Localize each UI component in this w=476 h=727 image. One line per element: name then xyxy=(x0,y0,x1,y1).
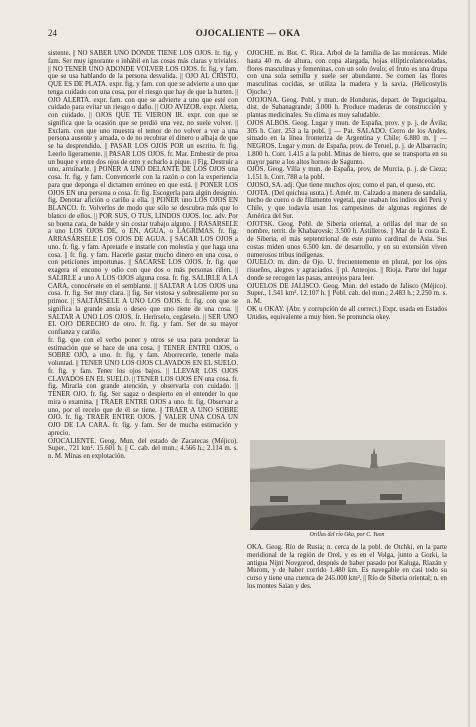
entry-ojo-continued-2: fr. fig. que con el verbo poner y otros se usa para ponderar la estimación que se hace de una cosa. || TENER ENTRE OJOS, o SOBRE OJO, a uno. fr. fig. y fam. Aborrecerle, tenerle mala voluntad. || TENER UNO LOS OJOS CLAVADOS EN EL SUELO. fr. fig. y fam. Tener los ojos bajos. || LLEVAR LOS OJOS CLAVADOS EN EL SUELO. || TENER LOS OJOS EN una cosa. fr. fig. Mirarla con grande atención, y observarla con cuidado. || TENER OJO. fr. fig. Ser sagaz o despierto en el entender lo que mira o examina. || TRAER ENTRE OJOS a uno. fr. fig. Observar a uno, por el recelo que de él se tiene. || TRAER A UNO SOBRE OJO. fr. fig. TRAER ENTRE OJOS. || VALER UNA COSA UN OJO DE LA CARA. fr. fig. y fam. Ser de mucha estimación y aprecio. xyxy=(48,336,238,437)
entry-ojo-continued: sistente. || NO SABER UNO DÓNDE TIENE LOS OJOS. fr. fig. y fam. Ser muy ignorante o inhábil en las cosas más claras y triviales. || NO TENER UNO ADONDE VOLVER LOS OJOS. fr. fig. y fam. que se usa hablando de la persona desvalida. || OJO AL CRISTO, QUE ES DE PLATA. expr. fig. y fam. con que se advierte a uno que tenga cuidado con una cosa, por el riesgo que hay de que la hurten. || OJO ALERTA. expr. fam. con que se advierte a uno que esté con cuidado para evitar un riesgo o daño. || OJO AVIZOR. expr. Alerta, con cuidado. || OJOS QUE TE VIERON IR. expr. con que se significa que la ocasión que se perdió una vez, no suele volver. || Exclam. con que uno muestra el temor de no volver a ver a una persona ausente y amada, o de no recobrar el dinero o alhaja de que se ha desprendido. || PASAR LOS OJOS POR un escrito. fr. fig. Leerlo ligeramente. || PASAR LOS OJOS. fr. Mar. Embestir de proa un buque y entre dos ojos de otro y echarlo a pique. || Fig. Destruir a uno, arruinarle. || PONER A UNO DELANTE DE LOS OJOS una cosa. fr. fig. y fam. Convencerle con la razón o con la experiencia para que deponga el dictamen erróneo en que está. || PONER LOS OJOS EN una persona o cosa. fr. fig. Escogerla para algún designio. fig. Denotar afición o cariño a ella. || PONER uno LOS OJOS EN BLANCO. fr. Volverlos de modo que sólo se descubra más que lo blanco de ellos. || POR SUS, O TUS, LINDOS OJOS. loc. adv. Por su buena cara, de balde y sin costar trabajo alguno. || RASARSELE a uno LOS OJOS DE, o EN, AGUA, o LÁGRIMAS. fr. fig. ARRASÁRSELE LOS OJOS DE AGUA. || SACAR LOS OJOS a uno. fr. fig. y fam. Apretarle e instarle con molestia y que haga una cosa. || fr. fig. y fam. Hacerle gastar mucho dinero en una cosa, o con peticiones importunas. || SACARSE LOS OJOS. fr. fig. que exagera el encono y odio con que dos o más personas riñen. || SALIRLE a uno A LOS OJOS alguna cosa. fr. fig. SALIRLE A LA CARA, conocérsele en el semblante. || SALTAR A LOS OJOS una cosa. fr. fig. Ser muy clara. || fig. Ser vistosa y sobresaliente por su primor. || SALTÁRSELE A UNO LOS OJOS. fr. fig. con que se significa la grande ansia o deseo que uno tiene de una cosa. || SALTAR A UNO LOS OJOS. fr. Herírselo, cegárselo. || SER UNO EL OJO DERECHO de otro. fr. fig. y fam. Ser de su mayor confianza y cariño. xyxy=(48,50,238,336)
page-number: 24 xyxy=(48,28,57,38)
running-header xyxy=(48,28,448,40)
right-column-bottom xyxy=(247,544,447,694)
entry-ojojona: OJOJONA. Geog. Pobl. y mun. de Honduras, depart. de Tegucigalpa, dist. de Sabanagrande; 3.000 h. Produce maderas de construcción y plantas medicinales. Su clima es muy saludable. xyxy=(247,96,447,119)
entry-ojotsk: OJOTSK. Geog. Pobl. de Siberia oriental, a orillas del mar de su nombre, territ. de Khabarovsk; 3.500 h. Astilleros. || Mar de la costa E. de Siberia, el más septentrional de este punto cardinal de Asia. Sus costas miden unos 6.500 km. de desarrollo, y en su extensión viven numerosos tribus indígenas. xyxy=(247,220,447,259)
entry-ojuelos-de-jalisco: OJUELOS DE JALISCO. Geog. Mun. del estado de Jalisco (Méjico). Super., 1.541 km². 12.107 h. || Pobl. cab. del mun.; 2.483 h.; 2.250 m. s. n. M. xyxy=(247,282,447,305)
right-column-top xyxy=(247,50,447,437)
entry-ojuelo: OJUELO. m. dim. de Ojo. U. frecuentemente en plural, por los ojos risueños, alegres y agraciados. || pl. Anteojos. || Rioja. Parte del lugar donde se recogen las pasas, anteojos para leer. xyxy=(247,259,447,282)
river-oka-photo xyxy=(250,440,445,530)
left-column xyxy=(48,50,238,698)
entry-oka: OKA. Geog. Río de Rusia; n. cerca de la pobl. de Otchki, en la parte meridional de la región de Orel, y es en el Volga, junto a Gorki, la antigua Nijni Novgorod, después de haber pasado por Kaluga, Ríazán y Murom, y de haber corrido 1.480 km. Es navegable en casi todo su curso y tiene una cuenca de 245.000 km². || Río de Siberia oriental; n. en los montes Saian y des. xyxy=(247,544,447,590)
photo-caption: Orillas del río Oka, por C. Yuon xyxy=(309,532,385,538)
entry-ojos-albos: OJOS ALBOS. Geog. Lugar y mun. de España, prov. y p. j. de Ávila; 305 h. Corr. 253 a la pobl. || — Pat. SALADO. Cerro de los Andes, situado en la línea fronteriza de Argentina y Chile; 6.880 m. || — NEGROS. Lugar y mun. de España, prov. de Teruel, p. j. de Albarracín; 1.800 h. Corr. 1.415 a la pobl. Minas de hierro, que se transporta en su mayor parte a los altos hornos de Sagunto. xyxy=(247,119,447,166)
running-title: OJOCALIENTE — OKA xyxy=(195,28,301,38)
entry-ojoche: OJOCHE. m. Bot. C. Rica. Árbol de la familia de las moráceas. Mide hasta 40 m. de altura, con copa alargada, hojas ellipticolanceoladas, flores masculinas y femeninas, con un solo óvulo; el fruto es una drupa con una sola semilla y suele ser abundante. Se comen las flores masculinas cocidas, se utiliza la madera y la savia. (Helicostylis Ojoche.) xyxy=(247,50,447,96)
entry-ojos: OJÓS. Geog. Villa y mun. de España, prov. de Murcia, p. j. de Cieza; 1.151 h. Corr. 788 a la pobl. xyxy=(247,166,447,181)
entry-ojota: OJOTA. (Del quichua usuta.) f. Amér. m. Calzado a manera de sandalia, hecho de cuero o de filamento vegetal, que usaban los indios del Perú y Chile, y que todavía usan los campesinos de algunas regiones de América del Sur. xyxy=(247,189,447,220)
page-fold-shadow xyxy=(468,0,470,727)
entry-ojocaliente: OJOCALIENTE. Geog. Mun. del estado de Zacatecas (Méjico). Super., 721 km². 15.601 h. || C. cab. del mun.; 4.566 h.; 2.114 m. s. n. M. Minas en explotación. xyxy=(48,437,238,460)
entry-ojoso: OJOSO, SA. adj. Que tiene muchos ojos; como el pan, el queso, etc. xyxy=(247,181,436,189)
river-landscape-illustration xyxy=(250,440,445,530)
entry-ok: OK u OKAY. (Abr. y corrupción de all correct.) Expr. usada en Estados Unidos, equivalente a muy bien. Se pronuncia okey. xyxy=(247,305,447,321)
